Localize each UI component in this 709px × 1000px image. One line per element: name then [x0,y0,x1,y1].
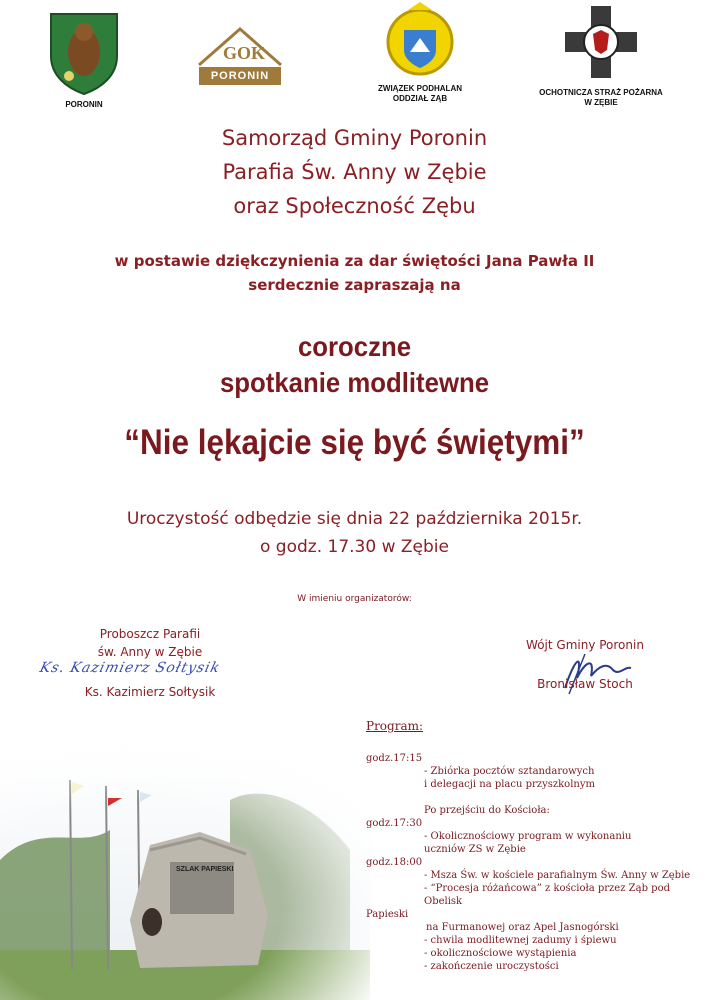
organizer-line-3: oraz Społeczność Zębu [233,194,476,218]
program-item: - Zbiórka pocztów sztandarowych [424,766,595,777]
gok-subtext: PORONIN [210,70,270,82]
zwiazek-podhalan-crest-icon [378,0,462,78]
program-item: - chwila modlitewnej zadumy i śpiewu [424,935,617,946]
program-time-1715: godz.17:15 [366,753,423,764]
sig-left-title-2: św. Anny w Zębie [97,645,203,659]
monument-photo [0,740,370,1000]
program-time-1730: godz.17:30 [366,818,423,829]
invite-line-2: serdecznie zapraszają na [248,276,461,294]
program-item: Papieski [366,909,409,920]
program-item: - Okolicznościowy program w wykonaniu [424,831,632,842]
logo-poronin-caption: PORONIN [65,100,103,109]
logo-poronin [45,10,123,95]
gok-text: GOK [223,43,266,63]
sig-right-name: Bronisław Stoch [537,677,633,691]
logo-osp-caption-2: W ZĘBIE [584,98,618,107]
program-item: - zakończenie uroczystości [424,961,559,972]
program-list [366,752,696,973]
headline-line-2: spotkanie modlitewne [219,367,490,398]
poronin-shield-icon [45,10,123,95]
program-time-1800: godz.18:00 [366,857,423,868]
sig-left-name: Ks. Kazimierz Sołtysik [84,685,216,699]
plaque-text: SZLAK PAPIESKI [176,866,234,873]
program-item: - Msza Św. w kościele parafialnym Św. Anny w Zębie [424,870,691,881]
logo-gok [195,25,285,87]
logo-zwiazek-podhalan [378,0,462,78]
headline-line-1: coroczne [297,331,412,362]
program-item: i delegacji na placu przyszkolnym [424,779,595,790]
logo-zp-caption-1: ZWIĄZEK PODHALAN [378,84,462,93]
date-line-2: o godz. 17.30 w Zębie [260,537,449,557]
program-title: Program: [366,719,424,733]
logo-osp [563,4,639,80]
program-spacer [366,791,696,804]
program-item: uczniów ZS w Zębie [424,844,526,855]
invite-line-1: w postawie dziękczynienia za dar świętości Jana Pawła II [114,252,595,270]
program-item: Po przejściu do Kościoła: [424,805,550,816]
on-behalf-note: W imieniu organizatorów: [297,594,412,604]
program-item: na Furmanowej oraz Apel Jasnogórski [426,922,619,933]
motto: “Nie lękajcie się być świętymi” [124,423,585,462]
logo-zp-caption-2: ODDZIAŁ ZĄB [392,94,448,103]
logo-osp-caption-1: OCHOTNICZA STRAŻ POŻARNA [539,88,663,97]
sig-right-title: Wójt Gminy Poronin [526,638,644,652]
organizer-line-1: Samorząd Gminy Poronin [221,126,488,150]
organizer-line-2: Parafia Św. Anny w Zębie [222,160,487,184]
program-item: - “Procesja różańcowa” z kościoła przez Ząb pod Obelisk [424,883,670,907]
sig-left-handwriting: Ks. Kazimierz Sołtysik [38,660,222,676]
program-item: - okolicznościowe wystąpienia [424,948,577,959]
date-line-1: Uroczystość odbędzie się dnia 22 października 2015r. [126,509,583,529]
osp-cross-icon [563,4,639,80]
sig-left-title-1: Proboszcz Parafii [99,627,201,641]
